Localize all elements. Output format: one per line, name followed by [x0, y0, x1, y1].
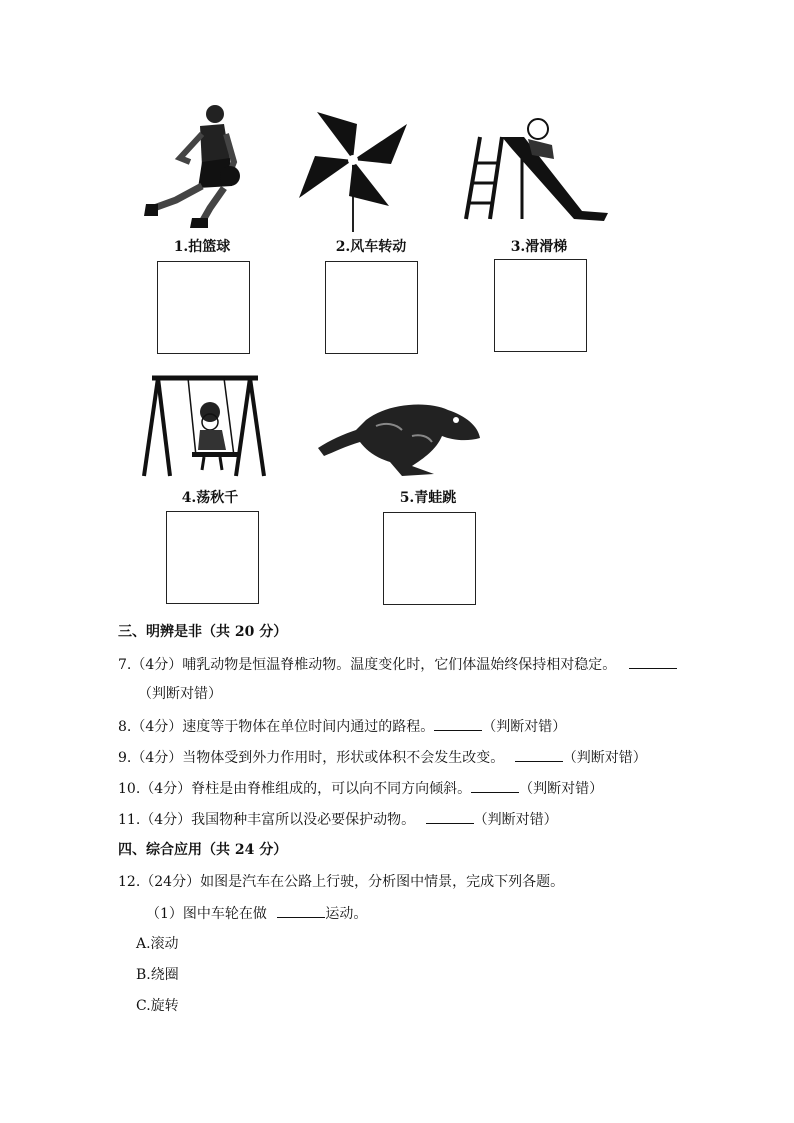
answer-blank-9[interactable] [515, 747, 563, 762]
question-11-text: 11.（4分）我国物种丰富所以没必要保护动物。 [118, 812, 416, 828]
question-7 [118, 654, 677, 675]
question-10 [118, 778, 603, 799]
answer-box-3[interactable] [494, 259, 587, 352]
section4-title: 四、综合应用（共 24 分） [118, 842, 288, 858]
question-8-text: 8.（4分）速度等于物体在单位时间内通过的路程。 [118, 719, 435, 735]
sub-question-1-prefix: （1）图中车轮在做 [146, 906, 267, 922]
question-9-text: 9.（4分）当物体受到外力作用时，形状或体积不会发生改变。 [118, 750, 505, 766]
answer-box-5[interactable] [383, 512, 476, 605]
answer-blank-11[interactable] [426, 809, 474, 824]
answer-blank-7[interactable] [629, 654, 677, 669]
question-9-suffix: （判断对错） [562, 750, 647, 766]
answer-blank-8[interactable] [434, 716, 482, 731]
question-10-suffix: （判断对错） [519, 781, 604, 797]
answer-box-1[interactable] [157, 261, 250, 354]
slide-icon [462, 115, 612, 225]
question-7-suffix: （判断对错） [138, 686, 222, 702]
question-11-suffix: （判断对错） [473, 812, 558, 828]
question-7-text: 7.（4分）哺乳动物是恒温脊椎动物。温度变化时，它们体温始终保持相对稳定。 [118, 657, 617, 673]
question-8-suffix: （判断对错） [482, 719, 567, 735]
option-a[interactable]: A.滚动 [136, 936, 179, 952]
question-12: 12.（24分）如图是汽车在公路上行驶，分析图中情景，完成下列各题。 [118, 874, 565, 890]
question-11 [118, 809, 558, 830]
answer-blank-12-1[interactable] [277, 903, 325, 918]
pinwheel-icon [295, 108, 411, 234]
answer-box-4[interactable] [166, 511, 259, 604]
caption-5: 5.青蛙跳 [399, 490, 457, 506]
frog-icon [316, 396, 482, 478]
answer-box-2[interactable] [325, 261, 418, 354]
sub-question-1-suffix: 运动。 [325, 906, 368, 922]
question-9 [118, 747, 647, 768]
question-8 [118, 716, 566, 737]
sub-question-1 [146, 903, 367, 924]
question-10-text: 10.（4分）脊柱是由脊椎组成的，可以向不同方向倾斜。 [118, 781, 472, 797]
caption-1: 1.拍篮球 [173, 239, 231, 255]
option-b[interactable]: B.绕圈 [136, 967, 179, 983]
caption-4: 4.荡秋千 [181, 490, 239, 506]
option-c[interactable]: C.旋转 [136, 998, 179, 1014]
basketball-player-icon [140, 100, 250, 230]
answer-blank-10[interactable] [471, 778, 519, 793]
section3-title: 三、明辨是非（共 20 分） [118, 624, 288, 640]
caption-2: 2.风车转动 [335, 239, 407, 255]
caption-3: 3.滑滑梯 [510, 239, 568, 255]
swing-icon [140, 372, 268, 480]
